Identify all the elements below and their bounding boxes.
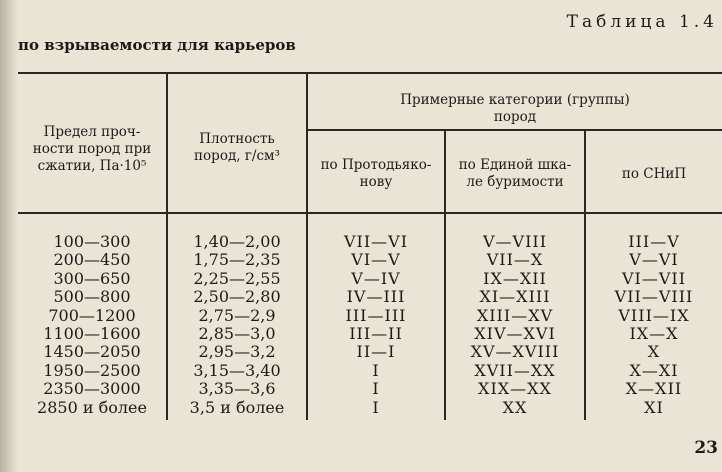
strength-cell: 100—300 [53, 232, 131, 251]
header-unified-scale: по Единой шка- ле буримости [458, 157, 572, 190]
density-cell: 3,5 и более [189, 397, 285, 417]
protodyakonov-cell: I [372, 360, 380, 380]
strength-cell: 1450—2050 [43, 342, 141, 362]
density-cell: 2,50—2,80 [193, 287, 281, 307]
density-cell: 2,75—2,9 [198, 305, 276, 325]
strength-cell: 2350—3000 [43, 379, 141, 399]
density-cell: 2,85—3,0 [198, 324, 276, 344]
header-categories-group: Примерные категории (группы) пород [400, 92, 630, 125]
unified-scale-cell: XX [502, 397, 528, 417]
page-edge-shadow [0, 0, 18, 472]
protodyakonov-cell: VI—V [351, 250, 401, 270]
table-subtitle: по взрываемости для карьеров [18, 36, 296, 54]
column-protodyakonov-values [308, 233, 444, 417]
protodyakonov-cell: V—IV [351, 268, 401, 288]
header-strength: Предел проч- ности пород при сжатии, Па·10⁵ [32, 124, 152, 174]
unified-scale-cell: V—VIII [482, 232, 548, 251]
strength-cell: 300—650 [53, 268, 131, 288]
unified-scale-cell: XIX—XX [478, 379, 552, 399]
unified-scale-cell: VII—X [486, 250, 544, 270]
density-cell: 2,95—3,2 [198, 342, 276, 362]
page-number: 23 [694, 438, 718, 458]
strength-cell: 200—450 [53, 250, 131, 270]
snip-cell: V—VI [629, 250, 679, 270]
column-unified-scale-values [446, 233, 584, 417]
category-header-rule [307, 129, 722, 131]
protodyakonov-cell: I [372, 379, 380, 399]
protodyakonov-cell: I [372, 397, 380, 417]
snip-cell: X [647, 342, 661, 362]
table-top-rule [18, 72, 722, 74]
header-bottom-rule [18, 212, 722, 214]
density-cell: 3,15—3,40 [193, 360, 281, 380]
snip-cell: XI [644, 397, 664, 417]
header-density: Плотность пород, г/см³ [194, 131, 280, 164]
density-cell: 3,35—3,6 [198, 379, 276, 399]
snip-cell: VIII—IX [618, 305, 690, 325]
header-snip: по СНиП [621, 166, 687, 182]
snip-cell: III—V [628, 232, 680, 251]
snip-cell: IX—X [629, 324, 679, 344]
unified-scale-cell: XV—XVIII [470, 342, 560, 362]
snip-cell: VI—VII [621, 268, 687, 288]
unified-scale-cell: XIV—XVI [474, 324, 556, 344]
column-density-values [168, 233, 306, 417]
unified-scale-cell: IX—XII [483, 268, 547, 288]
density-cell: 2,25—2,55 [193, 268, 281, 288]
unified-scale-cell: XI—XIII [479, 287, 551, 307]
strength-cell: 2850 и более [37, 397, 147, 417]
column-strength-values [18, 233, 166, 417]
strength-cell: 500—800 [53, 287, 131, 307]
protodyakonov-cell: II—I [356, 342, 396, 362]
unified-scale-cell: XIII—XV [476, 305, 554, 325]
snip-cell: VII—VIII [614, 287, 694, 307]
strength-cell: 700—1200 [48, 305, 136, 325]
protodyakonov-cell: III—II [349, 324, 403, 344]
strength-cell: 1100—1600 [43, 324, 141, 344]
protodyakonov-cell: VII—VI [343, 232, 409, 251]
column-snip-values [586, 233, 722, 417]
header-protodyakonov: по Протодьяко- нову [320, 157, 432, 190]
strength-cell: 1950—2500 [43, 360, 141, 380]
protodyakonov-cell: III—III [345, 305, 407, 325]
density-cell: 1,40—2,00 [193, 232, 281, 251]
density-cell: 1,75—2,35 [193, 250, 281, 270]
snip-cell: X—XII [625, 379, 683, 399]
table-label: Таблица 1.4 [566, 12, 718, 32]
snip-cell: X—XI [629, 360, 679, 380]
protodyakonov-cell: IV—III [346, 287, 406, 307]
unified-scale-cell: XVII—XX [474, 360, 556, 380]
